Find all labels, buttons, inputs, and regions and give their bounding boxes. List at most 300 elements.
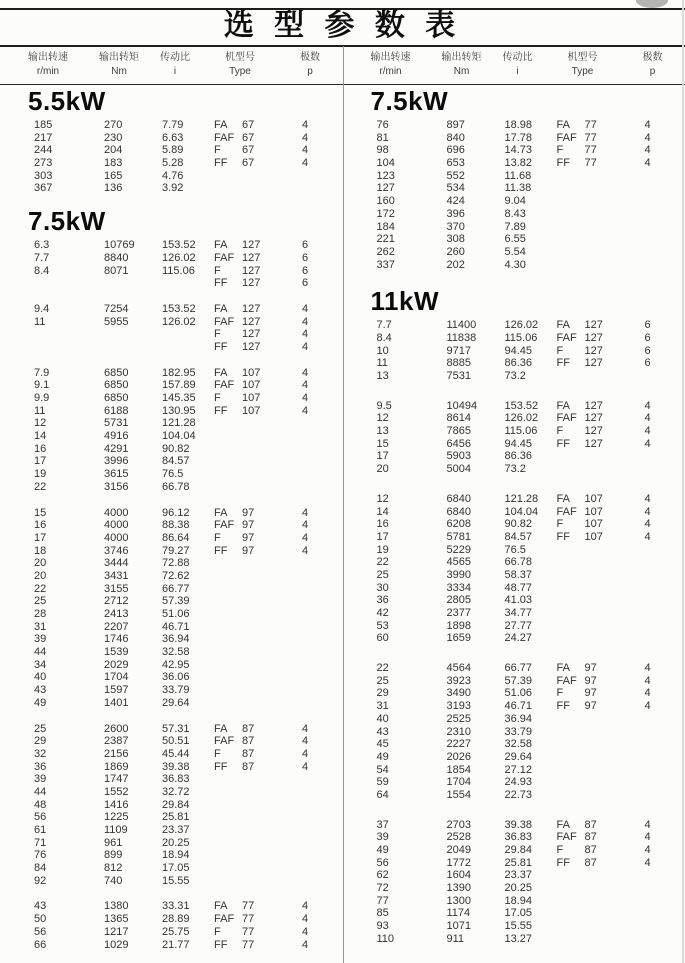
speed-cell: 37 xyxy=(376,818,389,831)
poles-cell xyxy=(302,170,332,183)
torque-cell: 5781 xyxy=(446,530,471,543)
poles-cell xyxy=(302,468,332,481)
poles-cell xyxy=(645,920,675,933)
ratio-cell: 25.75 xyxy=(162,925,190,938)
ratio-cell: 21.77 xyxy=(162,938,190,951)
type-prefix-cell: FA xyxy=(556,662,570,675)
table-row xyxy=(343,400,685,413)
poles-cell xyxy=(302,621,332,634)
type-prefix-cell xyxy=(214,430,242,443)
poles-cell xyxy=(645,869,675,882)
torque-cell: 740 xyxy=(104,874,123,887)
type-prefix-cell: F xyxy=(214,392,221,404)
speed-cell: 7.9 xyxy=(34,366,50,379)
type-size-cell: 127 xyxy=(584,412,603,425)
table-row xyxy=(0,913,343,926)
header-col-3 xyxy=(543,51,623,84)
speed-cell: 28 xyxy=(34,608,47,620)
speed-cell: 10 xyxy=(376,344,389,357)
table-row xyxy=(343,544,685,557)
type-size-cell: 107 xyxy=(242,404,261,417)
poles-cell: 6 xyxy=(302,277,309,290)
poles-cell: 4 xyxy=(302,544,309,557)
torque-cell: 4916 xyxy=(104,430,129,443)
table-row xyxy=(0,468,343,481)
data-block xyxy=(0,507,343,710)
table-row xyxy=(0,132,343,145)
poles-cell xyxy=(645,607,675,620)
speed-cell: 17 xyxy=(34,531,47,544)
type-size-cell: 97 xyxy=(242,531,255,544)
torque-cell: 2049 xyxy=(446,844,471,856)
ratio-cell: 86.64 xyxy=(162,531,190,544)
type-prefix-cell xyxy=(214,659,242,672)
ratio-cell: 72.62 xyxy=(162,569,190,582)
header-col-3 xyxy=(200,51,280,84)
type-size-cell: 127 xyxy=(584,357,603,370)
table-row xyxy=(0,595,343,608)
data-block xyxy=(0,900,343,951)
type-prefix-cell xyxy=(557,920,585,933)
torque-cell: 840 xyxy=(446,131,465,144)
type-prefix-cell xyxy=(214,182,242,195)
table-row xyxy=(343,556,685,569)
data-block xyxy=(0,303,343,354)
ratio-cell: 18.98 xyxy=(504,119,533,131)
speed-cell: 8.4 xyxy=(376,331,392,344)
type-size-cell: 77 xyxy=(242,913,255,926)
speed-cell: 71 xyxy=(34,836,47,849)
ratio-cell: 33.79 xyxy=(162,684,190,697)
speed-cell: 84 xyxy=(34,862,47,875)
ratio-cell: 5.54 xyxy=(504,245,526,258)
type-prefix-cell: FAF xyxy=(556,331,577,344)
torque-cell: 8885 xyxy=(446,357,471,370)
type-prefix-cell xyxy=(557,895,585,908)
ratio-cell: 36.83 xyxy=(504,831,533,844)
type-prefix-cell: F xyxy=(556,518,564,531)
table-row xyxy=(343,632,685,645)
poles-cell: 4 xyxy=(644,662,651,675)
table-row xyxy=(0,646,343,659)
page-title: 选 型 参 数 表 xyxy=(223,9,462,42)
type-size-cell: 107 xyxy=(584,505,603,518)
ratio-cell: 13.27 xyxy=(504,932,533,945)
speed-cell: 185 xyxy=(34,119,53,131)
speed-cell: 262 xyxy=(376,245,395,258)
table-row xyxy=(343,620,685,633)
speed-cell: 81 xyxy=(376,131,389,144)
type-size-cell: 107 xyxy=(584,492,603,505)
speed-cell: 50 xyxy=(34,913,47,926)
torque-cell: 911 xyxy=(446,932,465,945)
poles-cell xyxy=(645,370,675,383)
type-prefix-cell: F xyxy=(214,925,221,938)
power-section-title: 7.5kW xyxy=(28,206,106,237)
table-row xyxy=(0,773,343,786)
speed-cell: 12 xyxy=(34,417,47,430)
type-prefix-cell xyxy=(214,570,242,583)
poles-cell: 4 xyxy=(644,412,651,425)
type-prefix-cell: F xyxy=(214,747,221,760)
table-row xyxy=(343,412,685,425)
speed-cell: 49 xyxy=(376,844,389,856)
type-size-cell: 107 xyxy=(242,366,261,379)
type-prefix-cell xyxy=(557,907,585,920)
type-size-cell: 127 xyxy=(242,239,261,252)
table-row xyxy=(0,328,343,341)
type-prefix-cell xyxy=(557,569,585,582)
type-size-cell xyxy=(585,182,645,195)
type-prefix-cell: FAF xyxy=(556,131,577,144)
poles-cell: 4 xyxy=(302,519,309,532)
poles-cell xyxy=(645,789,675,802)
poles-cell xyxy=(645,882,675,895)
type-size-cell xyxy=(585,895,645,908)
speed-cell: 25 xyxy=(34,722,47,735)
type-prefix-cell xyxy=(557,246,585,259)
table-row xyxy=(0,621,343,634)
torque-cell: 2310 xyxy=(446,725,471,738)
speed-cell: 31 xyxy=(376,700,389,713)
type-size-cell xyxy=(242,799,302,812)
header-label: 传动比 xyxy=(160,52,190,63)
type-prefix-cell xyxy=(214,608,242,621)
torque-cell: 812 xyxy=(104,862,123,875)
type-prefix-cell xyxy=(214,786,242,799)
speed-cell: 43 xyxy=(376,725,389,738)
type-prefix-cell xyxy=(557,751,585,764)
speed-cell: 56 xyxy=(376,856,389,869)
table-row xyxy=(343,221,685,234)
ratio-cell: 32.72 xyxy=(162,785,190,798)
type-size-cell xyxy=(242,646,302,659)
ratio-cell: 126.02 xyxy=(162,315,196,328)
type-prefix-cell xyxy=(214,583,242,596)
data-block xyxy=(343,119,685,271)
speed-cell: 19 xyxy=(34,468,47,481)
speed-cell: 29 xyxy=(376,687,389,700)
type-size-cell xyxy=(585,370,645,383)
poles-cell: 4 xyxy=(302,722,309,735)
type-prefix-cell: F xyxy=(556,687,564,700)
type-size-cell xyxy=(585,764,645,777)
type-size-cell xyxy=(242,773,302,786)
torque-cell: 5903 xyxy=(446,450,471,463)
torque-cell: 2207 xyxy=(104,620,129,633)
ratio-cell: 17.05 xyxy=(504,907,533,920)
speed-cell: 8.4 xyxy=(34,264,50,277)
torque-cell: 2525 xyxy=(446,712,471,725)
page-corner-artifact xyxy=(636,0,668,8)
type-prefix-cell: FA xyxy=(214,722,228,735)
ratio-cell: 23.37 xyxy=(162,824,190,836)
poles-cell: 4 xyxy=(302,328,309,341)
poles-cell: 4 xyxy=(302,315,309,328)
poles-cell: 4 xyxy=(644,518,651,531)
torque-cell: 3923 xyxy=(446,674,471,687)
torque-cell: 3615 xyxy=(104,468,129,481)
type-prefix-cell: FA xyxy=(556,319,570,332)
ratio-cell: 72.88 xyxy=(162,557,190,570)
type-prefix-cell xyxy=(557,370,585,383)
torque-cell: 6850 xyxy=(104,379,129,392)
ratio-cell xyxy=(162,328,214,341)
speed-cell: 12 xyxy=(376,412,389,425)
header-unit: r/min xyxy=(36,66,60,77)
speed-cell: 30 xyxy=(376,581,389,594)
ratio-cell: 94.45 xyxy=(504,437,533,450)
type-prefix-cell: F xyxy=(214,328,221,341)
poles-cell: 4 xyxy=(302,747,309,760)
ratio-cell: 6.55 xyxy=(504,233,526,246)
type-size-cell xyxy=(585,246,645,259)
table-header-left xyxy=(0,46,343,84)
type-size-cell: 97 xyxy=(242,519,255,532)
type-prefix-cell xyxy=(214,773,242,786)
table-row xyxy=(0,837,343,850)
torque-cell: 1869 xyxy=(104,760,129,773)
ratio-cell: 33.79 xyxy=(504,725,533,738)
type-prefix-cell: FAF xyxy=(214,379,235,392)
table-row xyxy=(343,933,685,946)
ratio-cell: 5.89 xyxy=(162,144,184,157)
poles-cell xyxy=(645,620,675,633)
torque-cell: 1854 xyxy=(446,763,471,776)
ratio-cell: 25.81 xyxy=(504,856,533,869)
poles-cell xyxy=(645,450,675,463)
poles-cell xyxy=(302,443,332,456)
ratio-cell: 126.02 xyxy=(504,412,539,425)
type-prefix-cell xyxy=(214,455,242,468)
table-row xyxy=(343,776,685,789)
type-prefix-cell: FF xyxy=(556,700,570,713)
type-size-cell: 127 xyxy=(242,251,261,264)
type-prefix-cell xyxy=(557,764,585,777)
type-prefix-cell: FF xyxy=(214,157,228,170)
type-size-cell: 97 xyxy=(584,687,597,700)
torque-cell: 2528 xyxy=(446,831,471,844)
poles-cell xyxy=(302,811,332,824)
type-size-cell: 107 xyxy=(584,530,603,543)
poles-cell: 4 xyxy=(644,856,651,869)
ratio-cell: 50.51 xyxy=(162,735,190,748)
type-size-cell: 127 xyxy=(242,264,261,277)
speed-cell: 56 xyxy=(34,811,47,824)
header-unit: Type xyxy=(571,66,594,77)
type-size-cell xyxy=(242,468,302,481)
table-row xyxy=(0,608,343,621)
speed-cell: 39 xyxy=(376,831,389,844)
type-size-cell: 107 xyxy=(584,518,603,531)
table-row xyxy=(343,569,685,582)
type-prefix-cell xyxy=(214,633,242,646)
table-row xyxy=(0,811,343,824)
ratio-cell: 79.27 xyxy=(162,544,190,557)
torque-cell: 3431 xyxy=(104,569,129,582)
table-row xyxy=(0,277,343,290)
torque-cell: 534 xyxy=(446,182,465,195)
type-prefix-cell xyxy=(557,233,585,246)
ratio-cell: 3.92 xyxy=(162,182,184,195)
left-table-column xyxy=(0,85,343,963)
type-prefix-cell xyxy=(557,182,585,195)
type-prefix-cell xyxy=(214,875,242,888)
ratio-cell: 57.39 xyxy=(162,595,190,608)
ratio-cell: 73.2 xyxy=(504,370,526,382)
speed-cell: 32 xyxy=(34,747,47,760)
table-row xyxy=(0,849,343,862)
torque-cell: 6188 xyxy=(104,404,129,417)
type-size-cell xyxy=(585,170,645,183)
torque-cell: 1597 xyxy=(104,684,129,697)
ratio-cell: 58.37 xyxy=(504,568,533,581)
type-size-cell: 97 xyxy=(242,544,255,557)
torque-cell: 1898 xyxy=(446,619,471,632)
poles-cell xyxy=(302,646,332,659)
table-row xyxy=(343,831,685,844)
torque-cell: 8614 xyxy=(446,412,471,425)
torque-cell: 1401 xyxy=(104,696,129,709)
poles-cell xyxy=(645,259,675,272)
poles-cell: 4 xyxy=(644,530,651,543)
type-prefix-cell xyxy=(557,556,585,569)
ratio-cell: 90.82 xyxy=(504,518,533,531)
type-prefix-cell: FAF xyxy=(214,251,235,264)
type-size-cell xyxy=(585,751,645,764)
speed-cell: 48 xyxy=(34,798,47,811)
type-size-cell xyxy=(242,633,302,646)
table-row xyxy=(343,518,685,531)
table-row xyxy=(0,786,343,799)
ratio-cell xyxy=(162,341,214,354)
table-row xyxy=(0,252,343,265)
type-size-cell xyxy=(585,738,645,751)
torque-cell: 424 xyxy=(446,195,465,208)
torque-cell: 3444 xyxy=(104,557,129,570)
poles-cell: 4 xyxy=(302,735,309,748)
data-block xyxy=(343,819,685,946)
type-size-cell xyxy=(242,557,302,570)
type-size-cell: 127 xyxy=(242,328,261,341)
poles-cell xyxy=(645,208,675,221)
table-row xyxy=(343,687,685,700)
type-prefix-cell: FAF xyxy=(556,505,577,518)
ratio-cell: 20.25 xyxy=(504,882,533,895)
type-size-cell: 127 xyxy=(584,437,603,450)
table-row xyxy=(343,170,685,183)
torque-cell: 4564 xyxy=(446,662,471,675)
poles-cell: 4 xyxy=(302,302,309,315)
table-row xyxy=(343,726,685,739)
header-col-0 xyxy=(8,51,88,84)
poles-cell xyxy=(645,738,675,751)
poles-cell xyxy=(302,837,332,850)
poles-cell: 4 xyxy=(644,687,651,700)
poles-cell: 4 xyxy=(644,399,651,412)
poles-cell xyxy=(645,933,675,946)
type-prefix-cell xyxy=(557,882,585,895)
type-size-cell: 107 xyxy=(242,379,261,392)
table-row xyxy=(0,405,343,418)
poles-cell: 4 xyxy=(302,506,309,519)
ratio-cell: 29.64 xyxy=(504,750,533,763)
speed-cell: 56 xyxy=(34,925,47,938)
poles-cell: 4 xyxy=(644,119,651,131)
table-row xyxy=(0,557,343,570)
table-row xyxy=(0,303,343,316)
poles-cell xyxy=(302,608,332,621)
header-label: 输出转矩 xyxy=(441,52,482,63)
type-size-cell: 97 xyxy=(242,506,255,519)
type-size-cell: 97 xyxy=(584,662,597,675)
torque-cell: 3490 xyxy=(446,687,471,700)
table-row xyxy=(343,157,685,170)
torque-cell: 1704 xyxy=(104,671,129,684)
table-row xyxy=(0,367,343,380)
type-size-cell xyxy=(585,544,645,557)
type-size-cell xyxy=(242,671,302,684)
torque-cell: 8071 xyxy=(104,264,129,277)
header-label: 机型号 xyxy=(567,52,598,63)
ratio-cell: 4.30 xyxy=(504,258,526,271)
table-row xyxy=(343,493,685,506)
type-size-cell xyxy=(585,569,645,582)
poles-cell xyxy=(645,751,675,764)
poles-cell: 6 xyxy=(644,344,651,357)
type-prefix-cell: FAF xyxy=(214,735,235,748)
ratio-cell: 115.06 xyxy=(162,264,195,277)
type-size-cell xyxy=(242,417,302,430)
torque-cell: 7865 xyxy=(446,425,471,438)
poles-cell xyxy=(302,417,332,430)
ratio-cell: 22.73 xyxy=(504,788,533,801)
header-col-2 xyxy=(493,51,543,84)
ratio-cell: 29.84 xyxy=(162,798,190,811)
header-label: 极数 xyxy=(642,52,663,63)
poles-cell: 4 xyxy=(302,925,309,938)
header-unit: i xyxy=(516,66,519,77)
speed-cell: 127 xyxy=(376,182,395,195)
ratio-cell: 32.58 xyxy=(162,646,190,659)
ratio-cell: 8.43 xyxy=(504,207,526,220)
ratio-cell: 126.02 xyxy=(504,319,539,332)
ratio-cell: 153.52 xyxy=(162,239,196,252)
table-row xyxy=(0,862,343,875)
torque-cell: 165 xyxy=(104,169,123,182)
poles-cell xyxy=(302,786,332,799)
type-prefix-cell xyxy=(214,595,242,608)
torque-cell: 4291 xyxy=(104,442,129,455)
speed-cell: 337 xyxy=(376,258,395,271)
type-prefix-cell: FA xyxy=(214,119,228,131)
type-prefix-cell xyxy=(214,481,242,494)
type-size-cell: 97 xyxy=(584,674,597,687)
torque-cell: 696 xyxy=(446,144,465,157)
speed-cell: 22 xyxy=(34,582,47,595)
poles-cell xyxy=(302,455,332,468)
table-row xyxy=(343,907,685,920)
speed-cell: 39 xyxy=(34,773,47,786)
ratio-cell: 76.5 xyxy=(504,543,526,556)
type-prefix-cell: F xyxy=(556,425,564,438)
type-prefix-cell: FAF xyxy=(556,831,577,844)
poles-cell: 4 xyxy=(644,674,651,687)
poles-cell xyxy=(645,182,675,195)
speed-cell: 49 xyxy=(376,750,389,763)
speed-cell xyxy=(34,328,104,341)
torque-cell: 2387 xyxy=(104,735,129,748)
